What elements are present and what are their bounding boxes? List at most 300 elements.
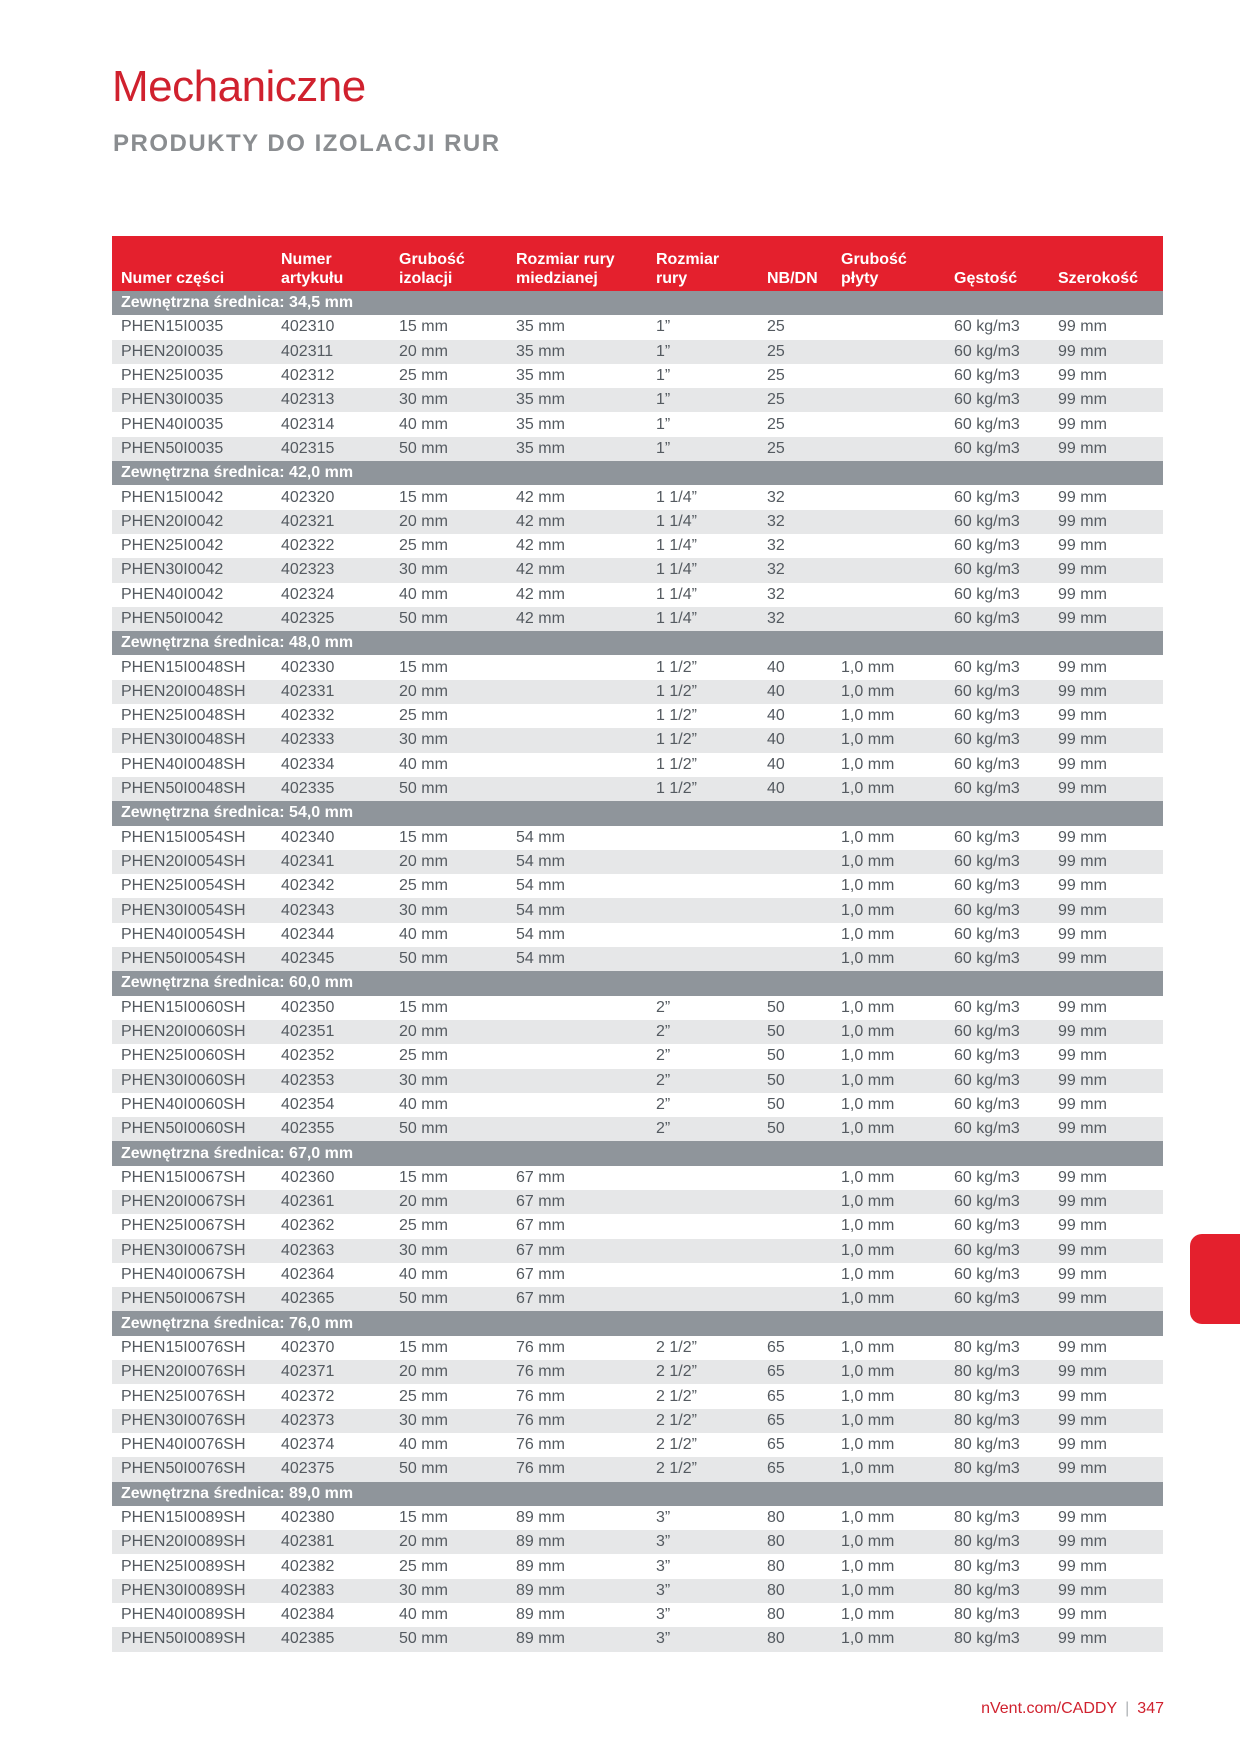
table-cell: 99 mm	[1049, 680, 1163, 704]
table-cell: 99 mm	[1049, 1117, 1163, 1141]
table-cell: 99 mm	[1049, 412, 1163, 436]
table-cell: PHEN25I0067SH	[112, 1214, 272, 1238]
table-cell: 60 kg/m3	[945, 923, 1049, 947]
table-cell: 99 mm	[1049, 534, 1163, 558]
table-cell: 1 1/2”	[647, 753, 758, 777]
table-cell	[647, 1166, 758, 1190]
table-cell: 67 mm	[507, 1190, 647, 1214]
table-cell: 1,0 mm	[832, 1190, 945, 1214]
table-cell: 50	[758, 1020, 832, 1044]
table-cell: 402310	[272, 315, 390, 339]
table-row	[112, 1117, 1163, 1141]
table-cell: 3”	[647, 1530, 758, 1554]
table-cell: 3”	[647, 1627, 758, 1651]
table-cell: PHEN50I0054SH	[112, 947, 272, 971]
table-row	[112, 1603, 1163, 1627]
table-cell: 1,0 mm	[832, 1579, 945, 1603]
table-cell: 60 kg/m3	[945, 437, 1049, 461]
table-row	[112, 437, 1163, 461]
table-cell	[758, 850, 832, 874]
table-cell: 60 kg/m3	[945, 583, 1049, 607]
table-cell: PHEN20I0035	[112, 340, 272, 364]
table-row	[112, 1627, 1163, 1651]
table-cell: 35 mm	[507, 412, 647, 436]
table-cell: 60 kg/m3	[945, 1239, 1049, 1263]
table-cell: 60 kg/m3	[945, 388, 1049, 412]
table-cell	[832, 558, 945, 582]
table-cell: 1,0 mm	[832, 1554, 945, 1578]
table-cell: 1,0 mm	[832, 1603, 945, 1627]
table-cell: 1,0 mm	[832, 1384, 945, 1408]
table-row	[112, 534, 1163, 558]
table-cell: 1,0 mm	[832, 1627, 945, 1651]
table-cell: 80 kg/m3	[945, 1506, 1049, 1530]
table-cell: 99 mm	[1049, 315, 1163, 339]
table-row	[112, 510, 1163, 534]
table-cell: 402330	[272, 655, 390, 679]
table-cell	[758, 1166, 832, 1190]
group-header-row	[112, 461, 1163, 485]
table-cell: 60 kg/m3	[945, 704, 1049, 728]
table-cell	[758, 874, 832, 898]
table-cell: 3”	[647, 1506, 758, 1530]
table-cell: 1,0 mm	[832, 1530, 945, 1554]
table-cell: 40	[758, 728, 832, 752]
table-row	[112, 1530, 1163, 1554]
table-cell	[758, 1263, 832, 1287]
table-cell: 402351	[272, 1020, 390, 1044]
column-header	[272, 236, 390, 291]
table-cell: 32	[758, 485, 832, 509]
table-cell	[647, 898, 758, 922]
table-cell: 76 mm	[507, 1360, 647, 1384]
table-cell: PHEN40I0067SH	[112, 1263, 272, 1287]
table-cell: 402352	[272, 1044, 390, 1068]
table-cell: 99 mm	[1049, 1384, 1163, 1408]
table-cell: 99 mm	[1049, 1506, 1163, 1530]
table-cell: 15 mm	[390, 1336, 507, 1360]
group-header-row	[112, 1482, 1163, 1506]
table-cell: 50	[758, 1093, 832, 1117]
table-cell: 89 mm	[507, 1579, 647, 1603]
table-cell	[832, 412, 945, 436]
table-row	[112, 607, 1163, 631]
table-cell: 1,0 mm	[832, 826, 945, 850]
table-cell: 402313	[272, 388, 390, 412]
table-cell: 80 kg/m3	[945, 1627, 1049, 1651]
table-cell: 25 mm	[390, 1214, 507, 1238]
table-cell: 80	[758, 1627, 832, 1651]
table-row	[112, 1214, 1163, 1238]
table-cell: 402331	[272, 680, 390, 704]
table-cell: 1,0 mm	[832, 1336, 945, 1360]
table-cell: PHEN25I0048SH	[112, 704, 272, 728]
table-row	[112, 1044, 1163, 1068]
table-cell	[758, 1287, 832, 1311]
table-cell: 1 1/2”	[647, 680, 758, 704]
table-cell: 99 mm	[1049, 1433, 1163, 1457]
table-cell: PHEN20I0060SH	[112, 1020, 272, 1044]
table-cell: 99 mm	[1049, 1214, 1163, 1238]
table-cell: 402381	[272, 1530, 390, 1554]
table-cell: 2 1/2”	[647, 1360, 758, 1384]
table-cell	[507, 655, 647, 679]
group-header-row	[112, 631, 1163, 655]
table-cell: 80 kg/m3	[945, 1530, 1049, 1554]
table-cell: 1”	[647, 364, 758, 388]
table-cell	[758, 826, 832, 850]
table-cell: 15 mm	[390, 485, 507, 509]
table-cell: 76 mm	[507, 1457, 647, 1481]
table-cell: 1”	[647, 437, 758, 461]
table-cell: 80 kg/m3	[945, 1336, 1049, 1360]
table-cell: 25	[758, 340, 832, 364]
table-cell: 50 mm	[390, 1457, 507, 1481]
table-cell: PHEN25I0060SH	[112, 1044, 272, 1068]
table-cell: 1,0 mm	[832, 1020, 945, 1044]
table-cell: 99 mm	[1049, 485, 1163, 509]
table-cell: 402373	[272, 1409, 390, 1433]
table-cell: 1 1/4”	[647, 534, 758, 558]
table-cell: 50	[758, 1069, 832, 1093]
table-row	[112, 850, 1163, 874]
table-cell: 99 mm	[1049, 1530, 1163, 1554]
table-cell: 3”	[647, 1554, 758, 1578]
table-row	[112, 1506, 1163, 1530]
table-cell: 402324	[272, 583, 390, 607]
table-cell: 30 mm	[390, 728, 507, 752]
table-cell: 65	[758, 1360, 832, 1384]
table-cell: 60 kg/m3	[945, 364, 1049, 388]
footer-separator: |	[1125, 1700, 1130, 1717]
table-cell: 25	[758, 412, 832, 436]
table-cell: PHEN40I0048SH	[112, 753, 272, 777]
table-row	[112, 1020, 1163, 1044]
column-header	[832, 236, 945, 291]
table-cell: 65	[758, 1409, 832, 1433]
table-cell: 1”	[647, 315, 758, 339]
table-cell: 30 mm	[390, 388, 507, 412]
table-cell: 1 1/2”	[647, 655, 758, 679]
table-cell	[832, 437, 945, 461]
table-cell: 60 kg/m3	[945, 680, 1049, 704]
table-cell: 1,0 mm	[832, 1166, 945, 1190]
table-cell: 60 kg/m3	[945, 1020, 1049, 1044]
table-cell: PHEN20I0076SH	[112, 1360, 272, 1384]
table-cell: 50 mm	[390, 1627, 507, 1651]
table-cell: 2 1/2”	[647, 1336, 758, 1360]
table-cell: 1,0 mm	[832, 1263, 945, 1287]
table-cell: 402383	[272, 1579, 390, 1603]
table-cell: PHEN30I0076SH	[112, 1409, 272, 1433]
column-header-line: NB/DN	[767, 270, 818, 287]
table-row	[112, 1239, 1163, 1263]
table-cell: 30 mm	[390, 1409, 507, 1433]
table-cell: 1 1/2”	[647, 777, 758, 801]
table-cell: 20 mm	[390, 510, 507, 534]
table-cell: 15 mm	[390, 1506, 507, 1530]
table-cell: 402333	[272, 728, 390, 752]
table-row	[112, 558, 1163, 582]
column-header	[1049, 236, 1163, 291]
table-cell: 60 kg/m3	[945, 1263, 1049, 1287]
table-cell: 25 mm	[390, 1384, 507, 1408]
table-cell: 60 kg/m3	[945, 947, 1049, 971]
table-row	[112, 1093, 1163, 1117]
table-cell: 60 kg/m3	[945, 777, 1049, 801]
table-cell	[647, 1263, 758, 1287]
table-cell	[507, 728, 647, 752]
table-cell: 60 kg/m3	[945, 1044, 1049, 1068]
table-cell: 30 mm	[390, 898, 507, 922]
table-cell: 402335	[272, 777, 390, 801]
table-row	[112, 680, 1163, 704]
group-header-row	[112, 801, 1163, 825]
table-cell: PHEN15I0089SH	[112, 1506, 272, 1530]
table-cell: PHEN25I0035	[112, 364, 272, 388]
table-cell: 1,0 mm	[832, 1409, 945, 1433]
table-cell: 99 mm	[1049, 826, 1163, 850]
table-cell: 42 mm	[507, 534, 647, 558]
table-cell: 1,0 mm	[832, 947, 945, 971]
table-row	[112, 704, 1163, 728]
table-cell: 1,0 mm	[832, 1506, 945, 1530]
table-cell: 65	[758, 1384, 832, 1408]
table-cell: 402344	[272, 923, 390, 947]
table-cell: PHEN50I0042	[112, 607, 272, 631]
table-cell: 99 mm	[1049, 583, 1163, 607]
table-cell: PHEN15I0067SH	[112, 1166, 272, 1190]
table-cell	[507, 753, 647, 777]
column-header-line: Szerokość	[1058, 270, 1139, 287]
table-cell: 99 mm	[1049, 1287, 1163, 1311]
table-cell: PHEN50I0067SH	[112, 1287, 272, 1311]
column-header	[758, 236, 832, 291]
table-cell: 3”	[647, 1603, 758, 1627]
table-cell: 60 kg/m3	[945, 728, 1049, 752]
table-header-row	[112, 236, 1163, 291]
table-cell: 67 mm	[507, 1263, 647, 1287]
table-cell: 402380	[272, 1506, 390, 1530]
column-header	[647, 236, 758, 291]
table-cell: 99 mm	[1049, 1579, 1163, 1603]
table-cell: 402345	[272, 947, 390, 971]
table-cell: 60 kg/m3	[945, 1287, 1049, 1311]
table-cell: 1,0 mm	[832, 777, 945, 801]
column-header-line: izolacji	[399, 270, 453, 287]
table-cell: 80 kg/m3	[945, 1554, 1049, 1578]
table-cell: 60 kg/m3	[945, 1166, 1049, 1190]
table-cell: 40 mm	[390, 583, 507, 607]
table-row	[112, 340, 1163, 364]
table-cell: 32	[758, 534, 832, 558]
table-row	[112, 753, 1163, 777]
table-cell: PHEN40I0042	[112, 583, 272, 607]
table-row	[112, 583, 1163, 607]
table-cell: 40 mm	[390, 412, 507, 436]
page-subtitle: PRODUKTY DO IZOLACJI RUR	[113, 130, 501, 157]
table-cell: 2”	[647, 1093, 758, 1117]
table-cell: 60 kg/m3	[945, 607, 1049, 631]
table-cell: 60 kg/m3	[945, 655, 1049, 679]
table-cell: 3”	[647, 1579, 758, 1603]
table-row	[112, 1360, 1163, 1384]
table-cell: 15 mm	[390, 996, 507, 1020]
group-header-row	[112, 1141, 1163, 1165]
table-cell: 32	[758, 583, 832, 607]
table-cell	[507, 704, 647, 728]
table-cell: 80 kg/m3	[945, 1433, 1049, 1457]
table-cell: 67 mm	[507, 1166, 647, 1190]
table-cell: 15 mm	[390, 655, 507, 679]
table-cell: 76 mm	[507, 1384, 647, 1408]
table-cell: 30 mm	[390, 1579, 507, 1603]
table-cell: 2 1/2”	[647, 1384, 758, 1408]
table-cell: 99 mm	[1049, 728, 1163, 752]
table-cell: 1,0 mm	[832, 1093, 945, 1117]
table-cell: 60 kg/m3	[945, 315, 1049, 339]
table-row	[112, 1263, 1163, 1287]
table-cell: 65	[758, 1336, 832, 1360]
table-cell: 35 mm	[507, 340, 647, 364]
table-cell: 42 mm	[507, 558, 647, 582]
table-cell	[507, 996, 647, 1020]
column-header	[507, 236, 647, 291]
table-cell	[758, 898, 832, 922]
table-cell: 99 mm	[1049, 753, 1163, 777]
table-cell: 1,0 mm	[832, 1069, 945, 1093]
table-cell: 99 mm	[1049, 1627, 1163, 1651]
table-cell: 402314	[272, 412, 390, 436]
table-cell: 32	[758, 607, 832, 631]
table-cell: 1,0 mm	[832, 1457, 945, 1481]
table-cell: 1,0 mm	[832, 1117, 945, 1141]
group-header-row	[112, 1311, 1163, 1335]
table-cell: 40	[758, 704, 832, 728]
table-cell: PHEN15I0042	[112, 485, 272, 509]
table-cell: 60 kg/m3	[945, 996, 1049, 1020]
table-cell: 402334	[272, 753, 390, 777]
table-cell: 402340	[272, 826, 390, 850]
table-cell: 99 mm	[1049, 607, 1163, 631]
footer-url[interactable]: nVent.com/CADDY	[981, 1700, 1118, 1717]
table-cell: 60 kg/m3	[945, 485, 1049, 509]
table-cell: 60 kg/m3	[945, 753, 1049, 777]
table-cell: 1 1/4”	[647, 607, 758, 631]
table-cell: 35 mm	[507, 315, 647, 339]
table-cell: 1 1/4”	[647, 510, 758, 534]
table-cell	[832, 510, 945, 534]
table-cell: 76 mm	[507, 1336, 647, 1360]
table-cell: 35 mm	[507, 437, 647, 461]
column-header	[112, 236, 272, 291]
table-cell: 99 mm	[1049, 388, 1163, 412]
table-cell	[758, 1190, 832, 1214]
table-cell: 60 kg/m3	[945, 558, 1049, 582]
table-cell: 50 mm	[390, 607, 507, 631]
table-cell: 15 mm	[390, 1166, 507, 1190]
table-cell: 20 mm	[390, 850, 507, 874]
table-cell	[758, 947, 832, 971]
table-cell: 50	[758, 996, 832, 1020]
table-cell	[832, 364, 945, 388]
table-cell: 99 mm	[1049, 1069, 1163, 1093]
table-cell: 60 kg/m3	[945, 412, 1049, 436]
table-cell	[758, 923, 832, 947]
table-cell: 2”	[647, 1044, 758, 1068]
table-cell: PHEN40I0035	[112, 412, 272, 436]
table-cell	[507, 1117, 647, 1141]
table-cell: 40	[758, 777, 832, 801]
table-row	[112, 655, 1163, 679]
table-cell: 40	[758, 655, 832, 679]
table-cell: 1,0 mm	[832, 728, 945, 752]
table-cell: 1,0 mm	[832, 850, 945, 874]
table-cell: 25 mm	[390, 874, 507, 898]
group-header-row	[112, 971, 1163, 995]
table-row	[112, 1166, 1163, 1190]
table-cell: 30 mm	[390, 1239, 507, 1263]
table-cell: 99 mm	[1049, 923, 1163, 947]
group-label: Zewnętrzna średnica: 89,0 mm	[112, 1482, 1163, 1506]
table-cell: PHEN25I0054SH	[112, 874, 272, 898]
table-cell: 20 mm	[390, 1530, 507, 1554]
table-cell: 25 mm	[390, 1554, 507, 1578]
table-cell: 99 mm	[1049, 1457, 1163, 1481]
table-cell: 50 mm	[390, 1287, 507, 1311]
table-cell: 1,0 mm	[832, 923, 945, 947]
table-cell	[647, 1287, 758, 1311]
table-cell: 99 mm	[1049, 898, 1163, 922]
table-cell: 80	[758, 1506, 832, 1530]
column-header	[390, 236, 507, 291]
table-cell: 99 mm	[1049, 1554, 1163, 1578]
table-row	[112, 1554, 1163, 1578]
table-cell: 60 kg/m3	[945, 1093, 1049, 1117]
table-cell: 99 mm	[1049, 364, 1163, 388]
table-cell	[758, 1239, 832, 1263]
table-cell	[647, 947, 758, 971]
table-cell: PHEN40I0060SH	[112, 1093, 272, 1117]
section-tab	[1190, 1234, 1240, 1324]
table-cell: 99 mm	[1049, 947, 1163, 971]
table-cell: PHEN40I0076SH	[112, 1433, 272, 1457]
table-cell: 60 kg/m3	[945, 1069, 1049, 1093]
table-cell: 76 mm	[507, 1433, 647, 1457]
table-cell: 1,0 mm	[832, 1287, 945, 1311]
column-header-line: Rozmiar rury	[516, 251, 615, 268]
table-row	[112, 485, 1163, 509]
table-cell: PHEN50I0076SH	[112, 1457, 272, 1481]
table-cell: 30 mm	[390, 1069, 507, 1093]
table-row	[112, 315, 1163, 339]
table-cell: 402372	[272, 1384, 390, 1408]
table-cell: PHEN30I0060SH	[112, 1069, 272, 1093]
table-cell: 60 kg/m3	[945, 1117, 1049, 1141]
table-cell: 402321	[272, 510, 390, 534]
column-header-line: miedzianej	[516, 270, 598, 287]
table-cell: 89 mm	[507, 1506, 647, 1530]
group-label: Zewnętrzna średnica: 60,0 mm	[112, 971, 1163, 995]
table-cell: PHEN20I0054SH	[112, 850, 272, 874]
table-cell: 42 mm	[507, 607, 647, 631]
table-row	[112, 777, 1163, 801]
table-cell: PHEN20I0067SH	[112, 1190, 272, 1214]
table-cell: 80	[758, 1579, 832, 1603]
table-cell	[832, 388, 945, 412]
table-cell: 54 mm	[507, 850, 647, 874]
table-cell: 89 mm	[507, 1554, 647, 1578]
